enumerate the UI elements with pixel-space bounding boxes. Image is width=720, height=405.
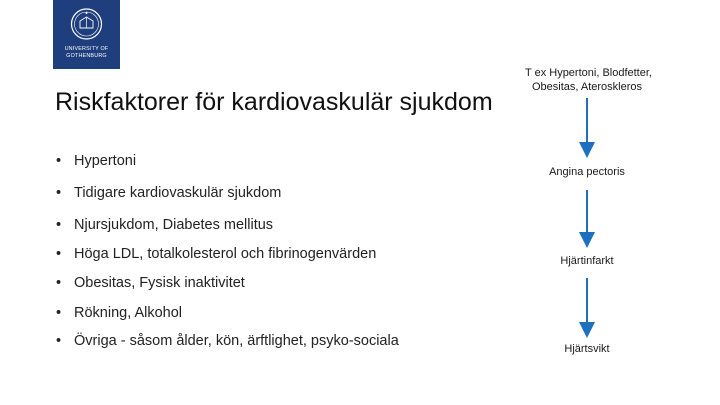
list-item-text: Njursjukdom, Diabetes mellitus [74,217,274,233]
bullet-glyph: • [56,333,62,349]
list-item-text: Obesitas, Fysisk inaktivitet [74,275,245,291]
logo-text-line1: UNIVERSITY OF [64,46,109,52]
slide-title: Riskfaktorer för kardiovaskulär sjukdom [55,88,493,116]
list-item-text: Höga LDL, totalkolesterol och fibrinogenvärden [74,246,377,262]
flow-step-infarct: Hjärtinfarkt [560,255,614,267]
list-item-text: Övriga - såsom ålder, kön, ärftlighet, psyko-sociala [74,333,399,349]
bullet-glyph: • [56,246,62,262]
bullet-glyph: • [56,305,62,321]
bullet-glyph: • [56,153,62,169]
list-item-text: Rökning, Alkohol [74,305,183,321]
bullet-glyph: • [56,275,62,291]
list-item-text: Tidigare kardiovaskulär sjukdom [74,185,282,201]
bullet-glyph: • [56,217,62,233]
list-item-text: Hypertoni [74,153,137,169]
flow-step-angina: Angina pectoris [549,166,625,178]
bullet-glyph: • [56,185,62,201]
flow-top-line2: Obesitas, Ateroskleros [531,81,643,93]
flow-top-line1: T ex Hypertoni, Blodfetter, [525,67,652,79]
flow-step-heart-failure: Hjärtsvikt [564,343,610,355]
flow-top-label [525,66,652,94]
logo-text-line2: GOTHENBURG [66,53,107,59]
